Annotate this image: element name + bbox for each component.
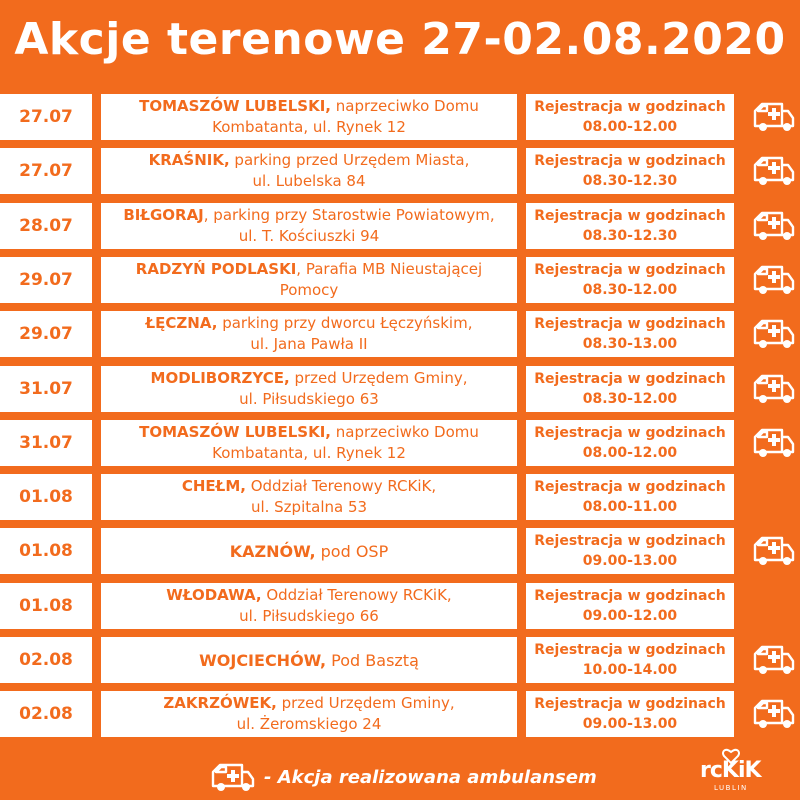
- location-line2: ul. Szpitalna 53: [250, 498, 368, 517]
- location-detail: Oddział Terenowy RCKiK,: [245, 477, 437, 496]
- ambulance-icon: [752, 97, 796, 135]
- row-date: 27.07: [0, 94, 92, 140]
- location-city: BIŁGORAJ: [123, 205, 204, 224]
- registration-hours: 08.30-12.30: [582, 227, 678, 244]
- registration-label: Rejestracja w godzinach: [534, 587, 726, 604]
- registration-hours: 10.00-14.00: [582, 662, 678, 678]
- location-city: WOJCIECHÓW,: [199, 650, 327, 670]
- location-line2: ul. Piłsudskiego 66: [239, 606, 379, 625]
- row-registration: [526, 583, 734, 629]
- row-location: [101, 257, 517, 303]
- row-registration: [526, 528, 734, 574]
- row-location: [101, 528, 517, 574]
- ambulance-icon: [752, 260, 796, 298]
- schedule-row: [0, 257, 800, 303]
- row-location: [101, 148, 517, 194]
- row-date: 01.08: [0, 583, 92, 629]
- location-city: KRAŚNIK,: [148, 151, 230, 170]
- ambulance-icon: [210, 760, 256, 794]
- location-line2: Pomocy: [279, 280, 339, 299]
- logo-subtext: LUBLIN: [714, 784, 748, 792]
- location-city: CHEŁM,: [181, 477, 246, 496]
- schedule-row: [0, 203, 800, 249]
- location-line2: Kombatanta, ul. Rynek 12: [212, 118, 406, 136]
- row-registration: [526, 311, 734, 357]
- row-date: 01.08: [0, 474, 92, 520]
- row-date: 31.07: [0, 420, 92, 466]
- registration-label: Rejestracja w godzinach: [534, 261, 726, 278]
- row-location: [101, 311, 517, 357]
- location-detail: , Parafia MB Nieustającej: [296, 259, 483, 278]
- location-city: KAZNÓW,: [229, 541, 316, 561]
- registration-hours: 09.00-13.00: [582, 553, 678, 570]
- rckik-logo: [700, 748, 766, 794]
- row-date: 28.07: [0, 203, 92, 249]
- location-detail: parking przed Urzędem Miasta,: [229, 151, 470, 170]
- registration-label: Rejestracja w godzinach: [534, 99, 726, 115]
- row-registration: [526, 420, 734, 466]
- location-detail: Oddział Terenowy RCKiK,: [261, 585, 452, 604]
- row-location: [101, 94, 517, 140]
- location-line2: ul. Jana Pawła II: [250, 335, 368, 354]
- row-registration: [526, 94, 734, 140]
- registration-hours: 09.00-13.00: [582, 716, 678, 733]
- registration-hours: 08.00-11.00: [582, 499, 678, 516]
- row-registration: [526, 257, 734, 303]
- location-line1: [139, 422, 479, 443]
- location-detail: pod OSP: [315, 541, 389, 561]
- row-location: [101, 420, 517, 466]
- row-date: 27.07: [0, 148, 92, 194]
- registration-label: Rejestracja w godzinach: [534, 316, 726, 333]
- location-detail: parking przy dworcu Łęczyńskim,: [217, 314, 473, 333]
- location-line1: [166, 585, 451, 606]
- row-date: 29.07: [0, 257, 92, 303]
- location-detail: , parking przy Starostwie Powiatowym,: [203, 205, 495, 224]
- registration-hours: 08.30-12.00: [582, 390, 678, 407]
- row-date: 29.07: [0, 311, 92, 357]
- registration-label: Rejestracja w godzinach: [534, 207, 726, 224]
- schedule-row: [0, 583, 800, 629]
- location-detail: przed Urzędem Gminy,: [289, 368, 468, 387]
- registration-hours: 08.30-12.30: [582, 173, 678, 190]
- row-date: 02.08: [0, 637, 92, 683]
- row-registration: [526, 148, 734, 194]
- schedule-row: [0, 148, 800, 194]
- ambulance-icon: [752, 531, 796, 569]
- ambulance-icon: [752, 694, 796, 732]
- schedule-row: [0, 637, 800, 683]
- logo-text: rcKiK: [700, 758, 761, 783]
- location-detail: naprzeciwko Domu: [330, 422, 479, 441]
- schedule-row: [0, 691, 800, 737]
- registration-label: Rejestracja w godzinach: [534, 370, 726, 387]
- location-city: TOMASZÓW LUBELSKI,: [139, 97, 331, 115]
- location-city: ŁĘCZNA,: [145, 314, 218, 333]
- row-date: 01.08: [0, 528, 92, 574]
- schedule-row: [0, 366, 800, 412]
- ambulance-icon: [752, 151, 796, 189]
- ambulance-icon: [752, 423, 796, 461]
- registration-label: Rejestracja w godzinach: [534, 533, 726, 550]
- row-registration: [526, 691, 734, 737]
- schedule-row: [0, 420, 800, 466]
- location-detail: Pod Basztą: [326, 650, 419, 670]
- ambulance-icon: [752, 206, 796, 244]
- location-line1: [149, 150, 470, 171]
- registration-hours: 08.00-12.00: [582, 444, 678, 461]
- location-line1: [230, 541, 388, 562]
- location-city: TOMASZÓW LUBELSKI,: [139, 422, 331, 441]
- row-date: 31.07: [0, 366, 92, 412]
- location-line1: [146, 313, 473, 334]
- registration-label: Rejestracja w godzinach: [534, 642, 726, 658]
- location-line2: ul. Żeromskiego 24: [236, 715, 382, 734]
- location-line1: [199, 650, 419, 671]
- row-registration: [526, 366, 734, 412]
- registration-label: Rejestracja w godzinach: [534, 153, 726, 170]
- location-line2: ul. T. Kościuszki 94: [238, 226, 380, 245]
- row-location: [101, 637, 517, 683]
- row-location: [101, 474, 517, 520]
- legend-text: - Akcja realizowana ambulansem: [264, 766, 597, 788]
- registration-label: Rejestracja w godzinach: [534, 479, 726, 496]
- row-location: [101, 203, 517, 249]
- location-detail: naprzeciwko Domu: [330, 97, 479, 115]
- location-city: RADZYŃ PODLASKI: [135, 259, 297, 278]
- row-registration: [526, 637, 734, 683]
- ambulance-icon: [752, 369, 796, 407]
- row-registration: [526, 203, 734, 249]
- location-line1: [151, 368, 468, 389]
- location-line1: [136, 259, 482, 280]
- row-location: [101, 366, 517, 412]
- location-city: WŁODAWA,: [166, 585, 262, 604]
- registration-hours: 09.00-12.00: [582, 607, 678, 624]
- location-line1: [139, 96, 479, 117]
- schedule-row: [0, 474, 800, 520]
- registration-hours: 08.00-12.00: [582, 119, 678, 135]
- location-line2: ul. Piłsudskiego 63: [239, 389, 379, 408]
- registration-label: Rejestracja w godzinach: [534, 424, 726, 441]
- ambulance-icon: [752, 640, 796, 678]
- row-registration: [526, 474, 734, 520]
- row-date: 02.08: [0, 691, 92, 737]
- location-city: ZAKRZÓWEK,: [163, 694, 277, 713]
- schedule-row: [0, 311, 800, 357]
- page-title: Akcje terenowe 27-02.08.2020: [14, 14, 786, 65]
- registration-hours: 08.30-12.00: [582, 281, 678, 298]
- schedule-row: [0, 94, 800, 140]
- registration-hours: 08.30-13.00: [582, 336, 678, 353]
- location-line2: Kombatanta, ul. Rynek 12: [212, 443, 406, 462]
- location-line1: [163, 693, 454, 714]
- row-location: [101, 583, 517, 629]
- location-line2: ul. Lubelska 84: [252, 172, 366, 191]
- legend: [210, 760, 597, 794]
- location-line1: [123, 205, 494, 226]
- ambulance-icon: [752, 314, 796, 352]
- registration-label: Rejestracja w godzinach: [534, 696, 726, 713]
- location-line1: [182, 476, 436, 497]
- schedule-row: [0, 528, 800, 574]
- location-detail: przed Urzędem Gminy,: [276, 694, 455, 713]
- location-city: MODLIBORZYCE,: [150, 368, 290, 387]
- row-location: [101, 691, 517, 737]
